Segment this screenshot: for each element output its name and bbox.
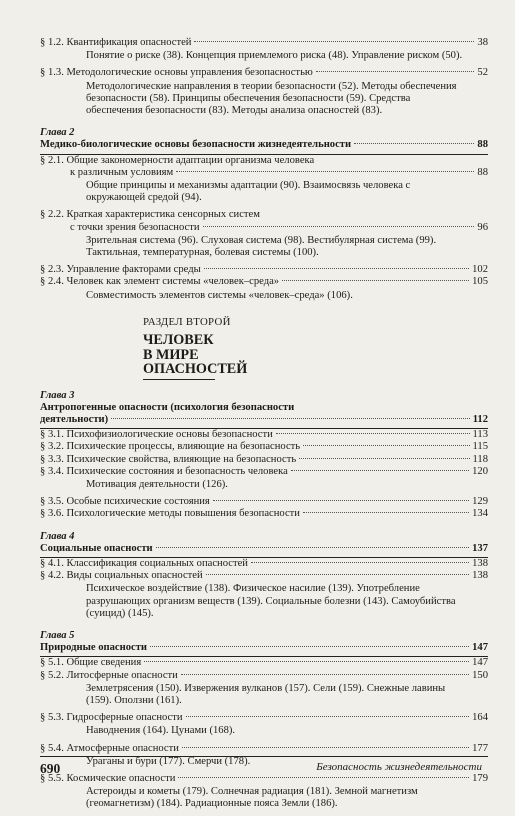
part-title-line: ЧЕЛОВЕК (143, 332, 214, 349)
running-title: Безопасность жизнедеятельности (316, 761, 482, 773)
entry-title: § 4.2. Виды социальных опасностей (40, 570, 203, 582)
entry-page: 52 (477, 67, 488, 79)
chapter-5-title-row (40, 642, 488, 654)
leader-dots (282, 280, 469, 281)
leader-dots (316, 71, 475, 72)
entry-page: 164 (472, 712, 488, 724)
entry-page: 96 (477, 221, 488, 233)
toc-entry (40, 670, 488, 682)
entry-title: § 5.2. Литосферные опасности (40, 669, 178, 681)
chapter-3-label: Глава 3 (40, 389, 75, 401)
chapter-4-title: Социальные опасности (40, 542, 153, 554)
leader-dots (251, 562, 469, 563)
entry-title: § 2.4. Человек как элемент системы «человек–среда» (40, 276, 280, 288)
part-title-line: В МИРЕ (143, 346, 199, 363)
entry-description: Понятие о риске (38). Концепция приемлемого риска (48). Управление риском (50). (86, 50, 463, 62)
entry-description: Совместимость элементов системы «человек–среда» (106). (86, 289, 353, 301)
leader-dots (213, 500, 469, 501)
entry-title: § 3.3. Психические свойства, влияющие на безопасность (40, 453, 297, 465)
leader-dots (299, 458, 469, 459)
entry-title: к различным условиям (70, 166, 174, 178)
entry-description: Ураганы и бури (177). Смерчи (178). (86, 755, 251, 767)
toc-entry (40, 743, 488, 755)
entry-page: 150 (472, 669, 488, 681)
chapter-5-page: 147 (472, 642, 488, 654)
chapter-3-page: 112 (472, 413, 488, 425)
leader-dots (291, 470, 469, 471)
entry-page: 102 (472, 264, 488, 276)
entry-page: 129 (472, 496, 488, 508)
entry-title: § 4.1. Классификация социальных опасностей (40, 558, 248, 569)
entry-title: § 5.5. Космические опасности (40, 773, 176, 785)
sections-list-chapter2 (40, 155, 488, 302)
entry-title: § 3.1. Психофизиологические основы безопасности (40, 429, 273, 441)
entry-page: 118 (472, 453, 488, 465)
entry-description: Наводнения (164). Цунами (168). (86, 725, 236, 737)
entry-description: Общие принципы и механизмы адаптации (90). Взаимосвязь человека с окружающей средой (94). (86, 180, 411, 204)
leader-dots (181, 674, 469, 675)
toc-entry (40, 570, 488, 582)
entry-description: Землетрясения (150). Извержения вулканов (157). Сели (159). Снежные лавины (159). Оползни (161). (86, 682, 446, 707)
chapter-2-page: 88 (477, 139, 488, 151)
chapter-5-title: Природные опасности (40, 642, 148, 654)
toc-entry (40, 466, 488, 478)
toc-entry (40, 508, 488, 520)
entry-page: 38 (477, 37, 488, 48)
entry-title: § 1.3. Методологические основы управления безопасностью (40, 67, 313, 79)
entry-title: § 2.3. Управление факторами среды (40, 264, 201, 276)
entry-title: § 5.3. Гидросферные опасности (40, 712, 183, 724)
leader-dots (111, 418, 470, 419)
chapter-2-title: Медико-биологические основы безопасности жизнедеятельности (40, 139, 352, 151)
sections-list-chapter1 (40, 37, 488, 117)
chapter-4-label: Глава 4 (40, 530, 75, 542)
part-title-underline (143, 379, 215, 380)
entry-description: Психическое воздействие (138). Физическое насилие (139). Употребление разрушающих организм веществ (139). Социальные болезни (143). Самоубийства (суицид) (145). (86, 583, 456, 619)
entry-page: 105 (472, 276, 488, 288)
toc-entry (40, 37, 488, 49)
toc-entry (40, 496, 488, 508)
part-title (143, 333, 488, 377)
entry-title: § 5.4. Атмосферные опасности (40, 742, 179, 754)
entry-title: § 3.5. Особые психические состояния (40, 496, 210, 508)
entry-description: Методологические направления в теории безопасности (52). Методы обеспечения безопасности (58). Принципы обеспечения безопасности (59). Средства обеспечения безопасности (83). Методы анализа опасностей (83). (86, 80, 457, 117)
chapter-4-page: 137 (472, 542, 488, 554)
toc-entry (40, 167, 488, 179)
toc-entry (40, 558, 488, 570)
entry-page: 120 (472, 465, 488, 477)
entry-page: 138 (472, 558, 488, 569)
toc-entry (40, 441, 488, 453)
part-title-line: ОПАСНОСТЕЙ (143, 361, 248, 378)
entry-page: 134 (472, 508, 488, 520)
entry-page: 147 (472, 657, 488, 669)
toc-entry (40, 276, 488, 288)
entry-description: Мотивация деятельности (126). (86, 478, 228, 490)
leader-dots (194, 41, 474, 42)
entry-title: § 2.2. Краткая характеристика сенсорных систем (40, 209, 260, 221)
leader-dots (354, 143, 474, 144)
leader-dots (303, 445, 469, 446)
entry-title: § 1.2. Квантификация опасностей (40, 37, 192, 48)
part-heading (143, 316, 488, 380)
table-of-contents (40, 37, 488, 816)
leader-dots (144, 661, 469, 662)
leader-dots (156, 547, 469, 548)
sections-list-chapter3 (40, 429, 488, 520)
entry-description: Астероиды и кометы (179). Солнечная радиация (181). Земной магнетизм (геомагнетизм) (184). Радиационные пояса Земли (186). (86, 786, 418, 810)
entry-page: 177 (472, 742, 488, 754)
sections-list-chapter4 (40, 558, 488, 620)
leader-dots (203, 226, 475, 227)
entry-title: § 3.6. Психологические методы повышения безопасности (40, 508, 300, 520)
page-number: 690 (40, 761, 61, 776)
leader-dots (303, 512, 469, 513)
toc-entry (40, 712, 488, 724)
page-footer (40, 756, 488, 777)
chapter-5-label: Глава 5 (40, 630, 75, 642)
chapter-4-title-row (40, 543, 488, 555)
toc-entry (40, 222, 488, 234)
entry-title: § 3.2. Психические процессы, влияющие на безопасность (40, 441, 301, 453)
toc-entry (40, 67, 488, 79)
sections-list-chapter5 (40, 657, 488, 810)
entry-page: 179 (472, 773, 488, 785)
entry-page: 113 (472, 429, 488, 441)
entry-title: § 5.1. Общие сведения (40, 657, 142, 669)
leader-dots (186, 716, 470, 717)
chapter-3-title-cont: деятельности) (40, 413, 109, 425)
leader-dots (204, 268, 469, 269)
toc-entry (40, 429, 488, 441)
chapter-3-title: Антропогенные опасности (психология безопасности (40, 401, 295, 413)
entry-page: 115 (472, 441, 488, 453)
entry-page: 138 (472, 570, 488, 582)
leader-dots (206, 574, 469, 575)
leader-dots (178, 777, 469, 778)
entry-title: § 2.1. Общие закономерности адаптации организма человека (40, 154, 315, 166)
entry-description: Зрительная система (96). Слуховая система (98). Вестибулярная система (99). Тактильная, температурная, болевая системы (100). (86, 234, 437, 259)
leader-dots (176, 171, 474, 172)
toc-entry (40, 454, 488, 466)
chapter-2-title-row (40, 139, 488, 151)
toc-entry (40, 657, 488, 669)
toc-entry (40, 264, 488, 276)
leader-dots (150, 646, 469, 647)
entry-title: § 3.4. Психические состояния и безопасность человека (40, 465, 288, 477)
leader-dots (182, 747, 469, 748)
chapter-2-label: Глава 2 (40, 127, 75, 139)
entry-title: с точки зрения безопасности (70, 221, 200, 233)
leader-dots (276, 433, 470, 434)
entry-page: 88 (477, 166, 488, 178)
chapter-3-title-row (40, 414, 488, 426)
part-label: РАЗДЕЛ ВТОРОЙ (143, 315, 231, 328)
